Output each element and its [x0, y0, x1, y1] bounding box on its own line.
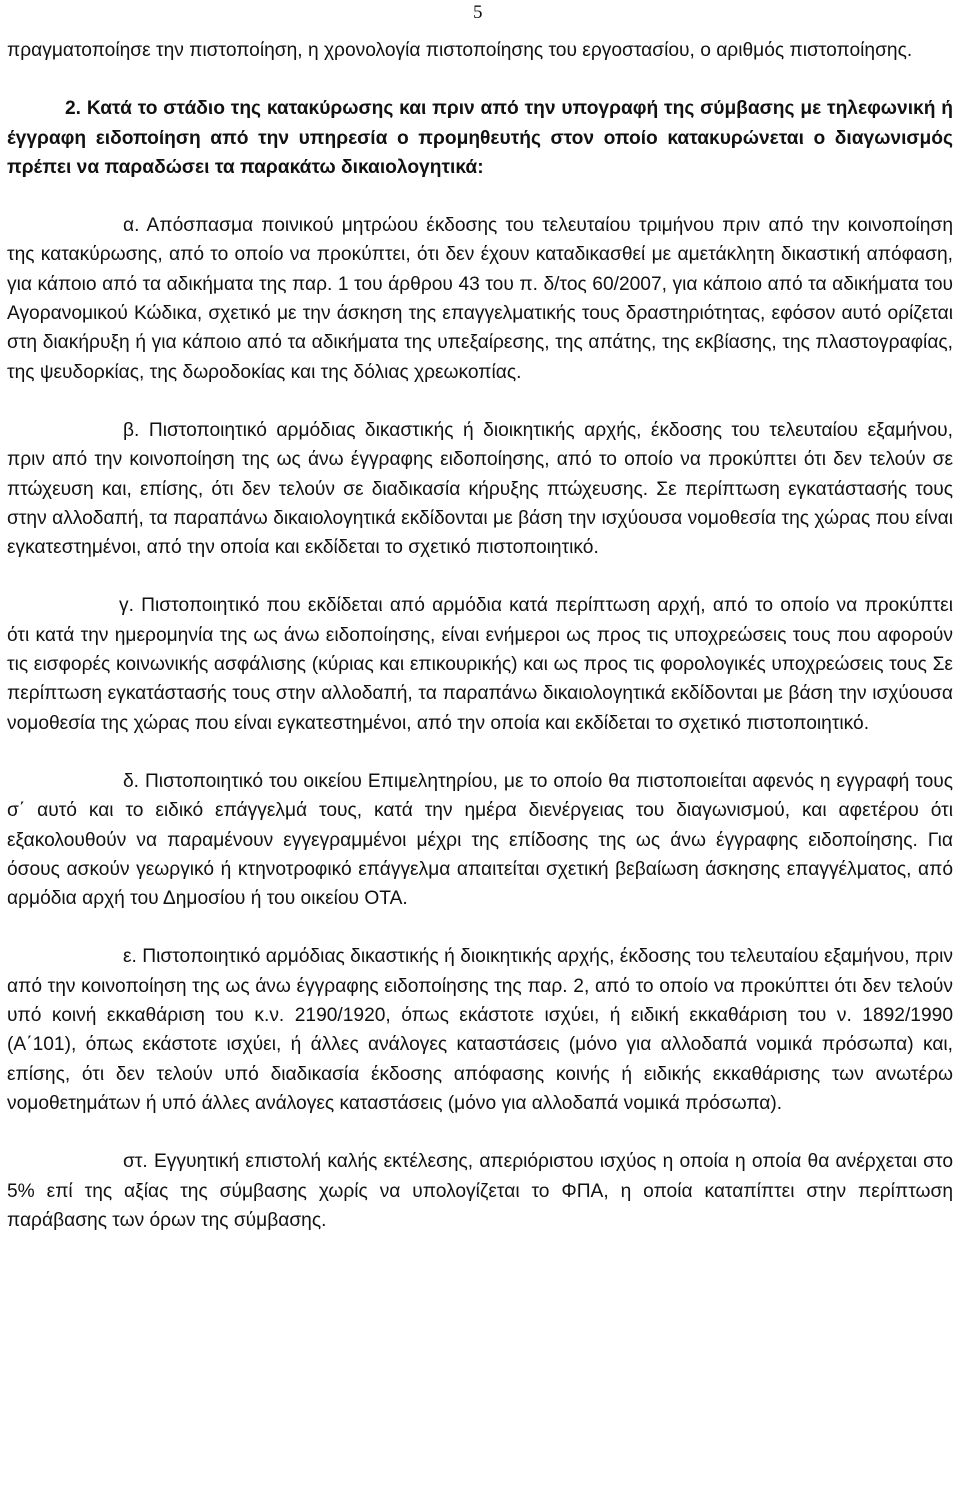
paragraph-item-gamma: γ. Πιστοποιητικό που εκδίδεται από αρμόδια κατά περίπτωση αρχή, από το οποίο να προκύπτει ότι κατά την ημερομηνία της ως άνω ειδοποίησης, είναι ενήμεροι ως προς τις υποχρεώσεις τους που αφορούν τις εισφορές κοινωνικής ασφάλισης (κύριας και επικουρικής) και ως προς τις φορολογικές υποχρεώσεις τους Σε περίπτωση εγκατάστασής τους στην αλλοδαπή, τα παραπάνω δικαιολογητικά εκδίδονται με βάση την ισχύουσα νομοθεσία της χώρας που είναι εγκατεστημένοι, από την οποία και εκδίδεται το σχετικό πιστοποιητικό. — [7, 595, 953, 734]
paragraph-intro: πραγματοποίησε την πιστοποίηση, η χρονολογία πιστοποίησης του εργοστασίου, ο αριθμός πιστοποίησης. — [7, 40, 913, 61]
paragraph-point-2: 2. Κατά το στάδιο της κατακύρωσης και πριν από την υπογραφή της σύμβασης με τηλεφωνική ή έγγραφη ειδοποίηση από την υπηρεσία ο προμηθευτής στον οποίο κατακυρώνεται ο διαγωνισμός πρέπει να παραδώσει τα παρακάτω δικαιολογητικά: — [7, 98, 953, 178]
paragraph-item-epsilon: ε. Πιστοποιητικό αρμόδιας δικαστικής ή διοικητικής αρχής, έκδοσης του τελευταίου εξαμήνου, πριν από την κοινοποίηση της ως άνω έγγραφης ειδοποίησης της παρ. 2, από το οποίο να προκύπτει ότι δεν τελούν υπό κοινή εκκαθάριση του κ.ν. 2190/1920, όπως εκάστοτε ισχύει, ή ειδική εκκαθάριση του ν. 1892/1990 (Α΄101), όπως εκάστοτε ισχύει, ή άλλες ανάλογες καταστάσεις (μόνο για αλλοδαπά νομικά πρόσωπα) και, επίσης, ότι δεν τελούν υπό διαδικασία έκδοσης απόφασης κοινής ή ειδικής εκκαθάρισης των ανωτέρω νομοθετημάτων ή υπό άλλες ανάλογες καταστάσεις (μόνο για αλλοδαπά νομικά πρόσωπα). — [7, 946, 953, 1114]
document-body — [7, 36, 953, 1235]
page-number: 5 — [473, 2, 483, 23]
paragraph-item-beta: β. Πιστοποιητικό αρμόδιας δικαστικής ή διοικητικής αρχής, έκδοσης του τελευταίου εξαμήνου, πριν από την κοινοποίηση της ως άνω έγγραφης ειδοποίησης, από το οποίο να προκύπτει ότι δεν τελούν σε πτώχευση και, επίσης, ότι δεν τελούν σε διαδικασία κήρυξης πτώχευσης. Σε περίπτωση εγκατάστασής τους στην αλλοδαπή, τα παραπάνω δικαιολογητικά εκδίδονται με βάση την ισχύουσα νομοθεσία της χώρας που είναι εγκατεστημένοι, από την οποία και εκδίδεται το σχετικό πιστοποιητικό. — [7, 419, 953, 559]
paragraph-item-stigma: στ. Εγγυητική επιστολή καλής εκτέλεσης, απεριόριστου ισχύος η οποία η οποία θα ανέρχεται στο 5% επί της αξίας της σύμβασης χωρίς να υπολογίζεται το ΦΠΑ, η οποία καταπίπτει στην περίπτωση παράβασης των όρων της σύμβασης. — [7, 1151, 953, 1231]
paragraph-item-alpha: α. Απόσπασμα ποινικού μητρώου έκδοσης του τελευταίου τριμήνου πριν από την κοινοποίηση της κατακύρωσης, από το οποίο να προκύπτει, ότι δεν έχουν καταδικασθεί με αμετάκλητη δικαστική απόφαση, για κάποιο από τα αδικήματα της παρ. 1 του άρθρου 43 του π. δ/τος 60/2007, για κάποιο από τα αδικήματα του Αγορανομικού Κώδικα, σχετικό με την άσκηση της επαγγελματικής τους δραστηριότητας, εφόσον αυτό ορίζεται στη διακήρυξη ή για κάποιο από τα αδικήματα της υπεξαίρεσης, της απάτης, της εκβίασης, της πλαστογραφίας, της ψευδορκίας, της δωροδοκίας και της δόλιας χρεωκοπίας. — [7, 215, 953, 383]
paragraph-item-delta: δ. Πιστοποιητικό του οικείου Επιμελητηρίου, με το οποίο θα πιστοποιείται αφενός η εγγραφή τους σ΄ αυτό και το ειδικό επάγγελμά τους, κατά την ημέρα διενέργειας του διαγωνισμού, και αφετέρου ότι εξακολουθούν να παραμένουν εγγεγραμμένοι μέχρι της επίδοσης της ως άνω έγγραφης ειδοποίησης. Για όσους ασκούν γεωργικό ή κτηνοτροφικό επάγγελμα απαιτείται σχετική βεβαίωση άσκησης επαγγέλματος, από αρμόδια αρχή του Δημοσίου ή του οικείου ΟΤΑ. — [7, 770, 953, 910]
